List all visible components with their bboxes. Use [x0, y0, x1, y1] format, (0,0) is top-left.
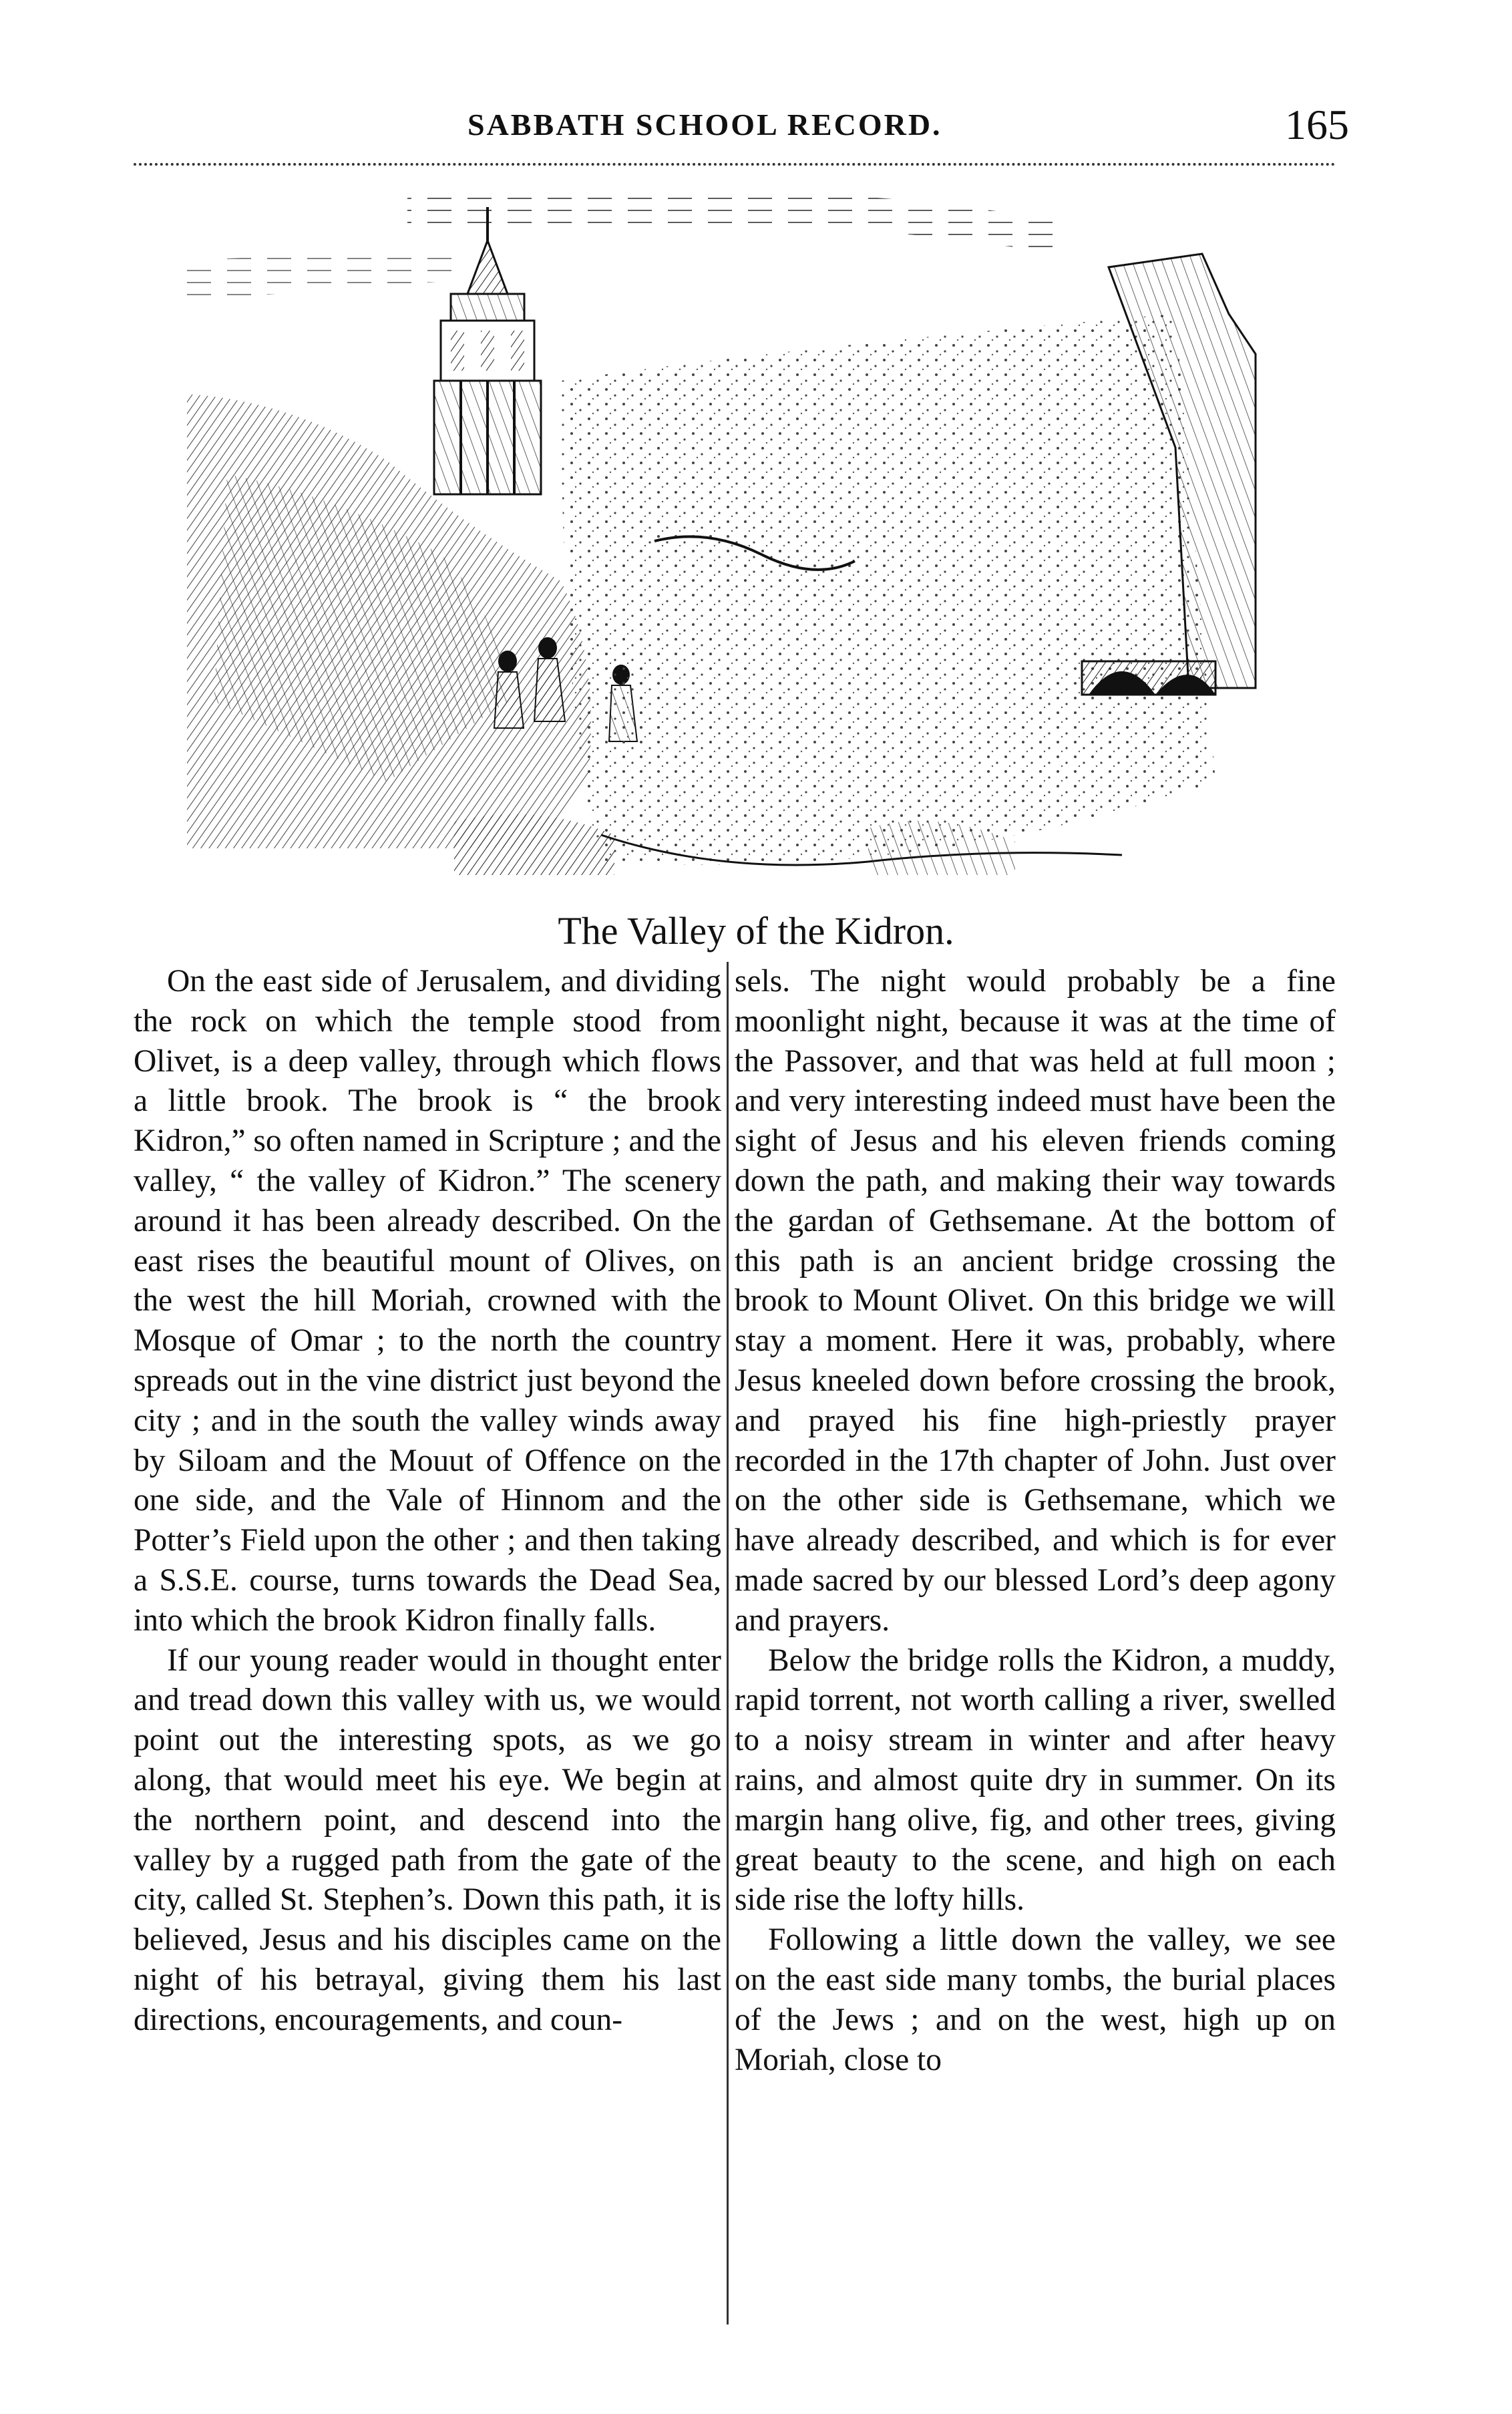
stone-bridge — [1082, 661, 1215, 695]
paragraph: If our young reader would in thought enter and tread down this valley with us, we would point out the interesting spots, as we go along, that would meet his eye. We begin at the northern point, and descend into the valley by a rugged path from the gate of the city, called St. Stephen’s. Down this path, it is believed, Jesus and his disciples came on the night of his betrayal, giving them his last directions, encouragements, and coun- — [134, 1643, 721, 2037]
paragraph: Following a little down the valley, we see on the east side many tombs, the burial places of the Jews ; and on the west, high up on Moriah, close to — [735, 1922, 1336, 2077]
kidron-valley-engraving — [187, 180, 1282, 902]
header-rule — [134, 163, 1336, 166]
sky-lines — [187, 188, 1055, 301]
column-divider — [727, 962, 729, 2324]
valley-ground — [561, 314, 1215, 865]
left-text-column — [134, 962, 721, 2041]
page-number: 165 — [1285, 101, 1349, 148]
paragraph: On the east side of Jerusalem, and dividing the rock on which the temple stood from Olivet, is a deep valley, through which flows a little brook. The brook is “ the brook Kidron,” so often named in Scripture ; and the valley, “ the valley of Kidron.” The scenery around it has been already described. On the east rises the beautiful mount of Olives, on the west the hill Moriah, crowned with the Mosque of Omar ; to the north the country spreads out in the vine district just beyond the city ; and in the south the valley winds away by Siloam and the Mouut of Offence on the one side, and the Vale of Hinnom and the Potter’s Field upon the other ; and then taking a S.S.E. course, turns towards the Dead Sea, into which the brook Kidron finally falls. — [134, 964, 721, 1638]
paragraph: Below the bridge rolls the Kidron, a muddy, rapid torrent, not worth calling a river, swelled to a noisy stream in winter and after heavy rains, and almost quite dry in summer. On its margin hang olive, fig, and other trees, giving great beauty to the scene, and high on each side rise the lofty hills. — [735, 1643, 1336, 1918]
illustration-caption: The Valley of the Kidron. — [558, 909, 954, 953]
running-title: SABBATH SCHOOL RECORD. — [467, 108, 942, 142]
page-header — [134, 100, 1362, 160]
right-text-column — [735, 962, 1336, 2080]
paragraph: sels. The night would probably be a fine moonlight night, because it was at the time of the Passover, and that was held at full moon ; and very interesting indeed must have been the sight of Jesus and his eleven friends coming down the path, and making their way towards the gardan of Gethsemane. At the bottom of this path is an ancient bridge crossing the brook to Mount Olivet. On this bridge we will stay a moment. Here it was, probably, where Jesus kneeled down before crossing the brook, and prayed his fine high-priestly prayer recorded in the 17th chapter of John. Just over on the other side is Gethsemane, which we have already described, and which is for ever made sacred by our blessed Lord’s deep agony and prayers. — [735, 964, 1336, 1638]
